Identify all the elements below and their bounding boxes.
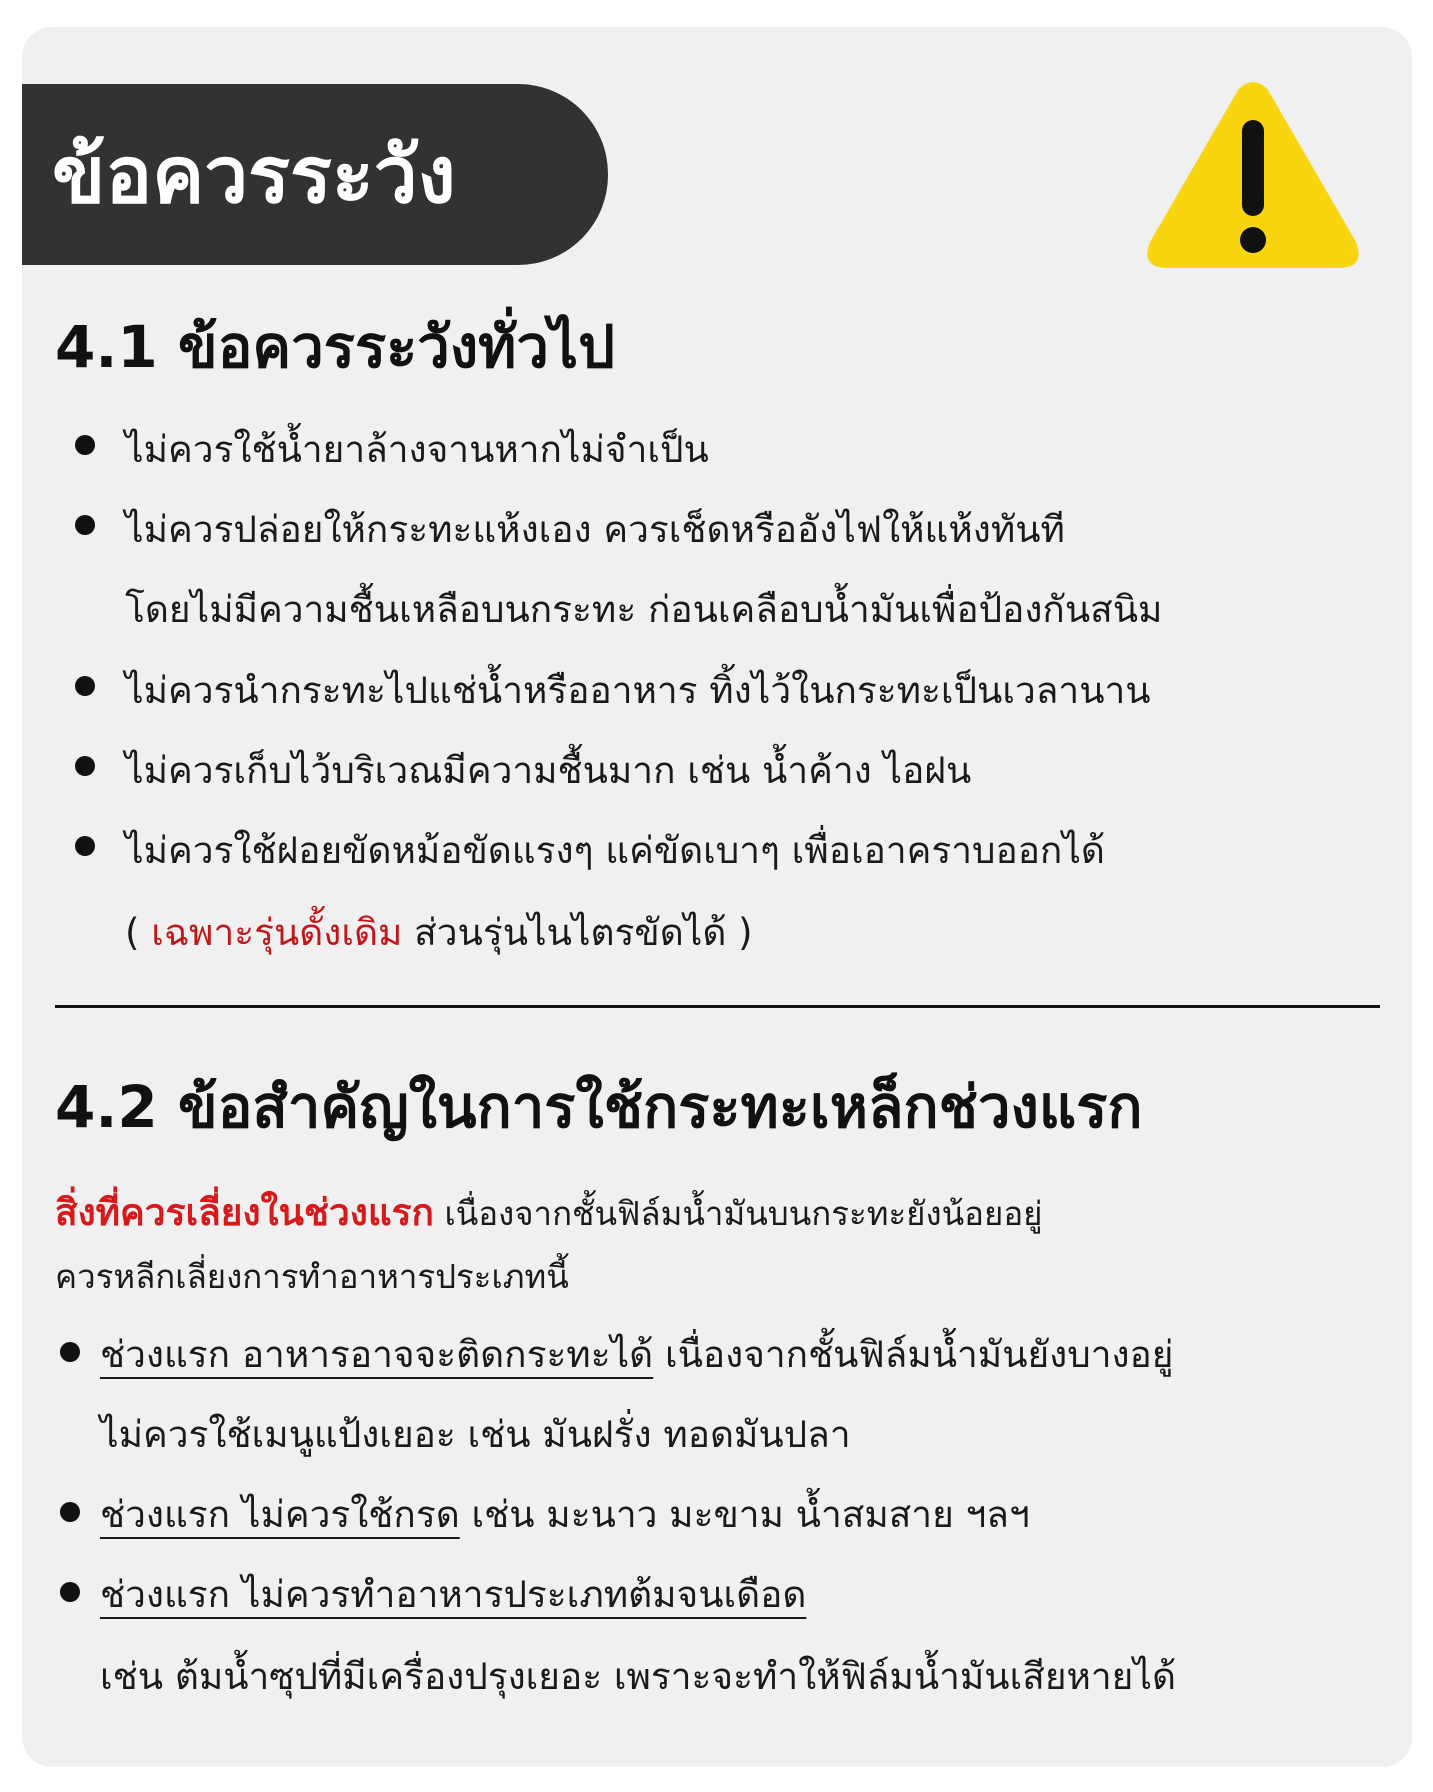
list-item: ไม่ควรใช้ฝอยขัดหม้อขัดแรงๆ แค่ขัดเบาๆ เพื่อเอาคราบออกได้ [125,829,1105,872]
list-item: ไม่ควรเก็บไว้บริเวณมีความชื้นมาก เช่น น้ำค้าง ไอฝน [125,749,972,792]
list-item-note [125,903,753,962]
page-title: ข้อควรระวัง [52,130,456,221]
intro-highlight: สิ่งที่ควรเลี่ยงในช่วงแรก [55,1191,434,1234]
intro-text [55,1183,1043,1242]
item-rest: เนื่องจากชั้นฟิล์มน้ำมันยังบางอยู่ [653,1333,1174,1376]
bullet-dot [60,1582,80,1602]
section-heading-general: 4.1 ข้อควรระวังทั่วไป [55,313,615,381]
note-open: ( [125,911,152,954]
bullet-dot [75,836,95,856]
bullet-dot [75,435,95,455]
list-item-continuation: โดยไม่มีความชื้นเหลือบนกระทะ ก่อนเคลือบน้ำมันเพื่อป้องกันสนิม [125,588,1163,631]
warning-triangle-icon [1142,78,1364,274]
bullet-dot [75,676,95,696]
item-underlined: ช่วงแรก อาหารอาจจะติดกระทะได้ [100,1333,654,1376]
intro-text-continuation: ควรหลีกเลี่ยงการทำอาหารประเภทนี้ [55,1257,569,1296]
list-item-continuation: เช่น ต้มน้ำซุปที่มีเครื่องปรุงเยอะ เพราะจะทำให้ฟิล์มน้ำมันเสียหายได้ [100,1655,1176,1698]
intro-rest: เนื่องจากชั้นฟิล์มน้ำมันบนกระทะยังน้อยอยู่ [433,1194,1043,1233]
list-item: ไม่ควรนำกระทะไปแช่น้ำหรืออาหาร ทิ้งไว้ในกระทะเป็นเวลานาน [125,669,1151,712]
bullet-dot [60,1342,80,1362]
section-divider [55,1005,1380,1008]
note-highlight: เฉพาะรุ่นดั้งเดิม [151,911,403,954]
bullet-dot [75,515,95,535]
bullet-dot [60,1502,80,1522]
list-item: ไม่ควรปล่อยให้กระทะแห้งเอง ควรเช็ดหรืออังไฟให้แห้งทันที [125,508,1065,551]
item-rest: เช่น มะนาว มะขาม น้ำสมสาย ฯลฯ [459,1493,1030,1536]
list-item [100,1485,1030,1544]
bullet-dot [75,756,95,776]
list-item [100,1325,1173,1384]
note-rest: ส่วนรุ่นไนไตรขัดได้ ) [402,911,753,954]
section-heading-early-use: 4.2 ข้อสำคัญในการใช้กระทะเหล็กช่วงแรก [55,1073,1143,1141]
list-item-continuation: ไม่ควรใช้เมนูแป้งเยอะ เช่น มันฝรั่ง ทอดมันปลา [100,1413,851,1456]
item-underlined: ช่วงแรก ไม่ควรใช้กรด [100,1493,460,1536]
item-underlined: ช่วงแรก ไม่ควรทำอาหารประเภทต้มจนเดือด [100,1573,807,1616]
list-item [100,1565,806,1624]
title-banner [22,84,608,265]
list-item: ไม่ควรใช้น้ำยาล้างจานหากไม่จำเป็น [125,428,709,471]
